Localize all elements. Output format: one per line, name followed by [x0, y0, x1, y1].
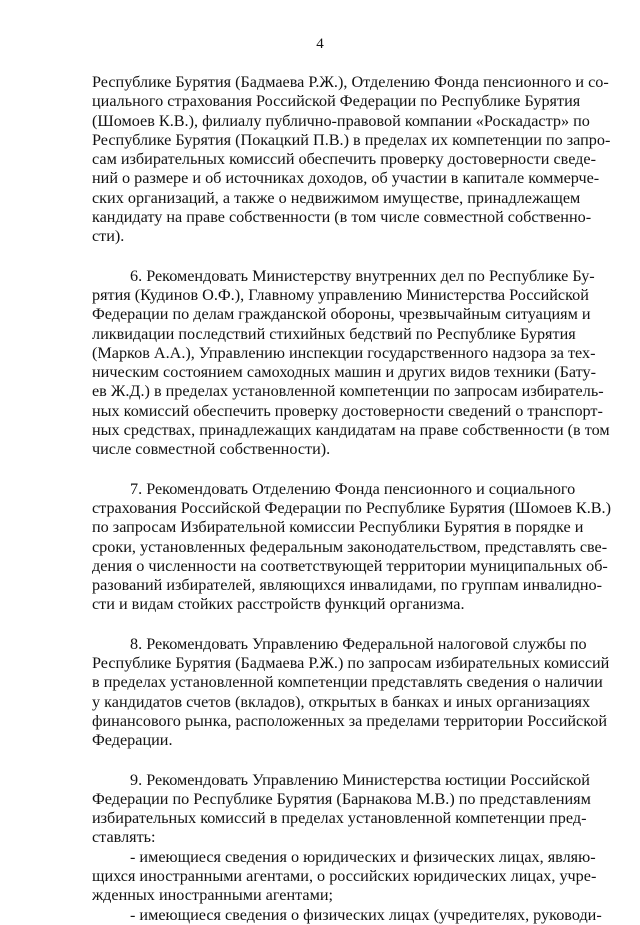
text-line: ликвидации последствий стихийных бедствий по Республике Бурятия [92, 324, 576, 343]
paragraph-8 [92, 634, 610, 751]
text-line: - имеющиеся сведения о физических лицах (учредителях, руководи- [130, 905, 602, 924]
text-line: щихся иностранными агентами, о российских юридических лицах, учре- [92, 866, 597, 885]
text-line: по запросам Избирательной комиссии Республики Бурятия в порядке и [92, 518, 584, 537]
paragraph-6 [92, 266, 610, 460]
text-line: у кандидатов счетов (вкладов), открытых в банках и иных организациях [92, 692, 591, 711]
text-line: избирательных комиссий в пределах установленной компетенции пред- [92, 809, 587, 828]
paragraph-9 [92, 770, 591, 848]
paragraph-7 [92, 479, 611, 615]
text-line: циального страхования Российской Федерации по Республике Бурятия [92, 92, 581, 111]
text-line: финансового рынка, расположенных за пределами территории Российской [92, 711, 608, 730]
text-line: жденных иностранными агентами; [92, 886, 333, 905]
text-line: 7. Рекомендовать Отделению Фонда пенсионного и социального [130, 479, 576, 498]
text-line: кандидату на праве собственности (в том числе совместной собственно- [92, 208, 592, 227]
text-line: сти и видам стойких расстройств функций организма. [92, 595, 465, 614]
text-line: в пределах установленной компетенции представлять сведения о наличии [92, 673, 603, 692]
text-line: рятия (Кудинов О.Ф.), Главному управлению Министерства Российской [92, 285, 589, 304]
text-line: (Шомоев К.В.), филиалу публично-правовой компании «Роскадастр» по [92, 111, 590, 130]
document-body [92, 73, 611, 925]
text-line: ных комиссий обеспечить проверку достоверности сведений о транспорт- [92, 401, 603, 420]
text-line: сам избирательных комиссий обеспечить проверку достоверности сведе- [92, 150, 596, 169]
text-line: дения о численности на соответствующей территории муниципальных об- [92, 556, 608, 575]
list-item [92, 905, 602, 925]
text-line: Республике Бурятия (Покацкий П.В.) в пределах их компетенции по запро- [92, 130, 611, 149]
text-line: 8. Рекомендовать Управлению Федеральной налоговой службы по [130, 634, 587, 653]
text-line: ническим состоянием самоходных машин и других видов техники (Бату- [92, 363, 597, 382]
text-line: страхования Российской Федерации по Республике Бурятия (Шомоев К.В.) [92, 498, 611, 517]
text-line: ев Ж.Д.) в пределах установленной компетенции по запросам избиратель- [92, 382, 604, 401]
text-line: Федерации по Республике Бурятия (Барнакова М.В.) по представлениям [92, 789, 591, 808]
text-line: ставлять: [92, 828, 156, 847]
text-line: 9. Рекомендовать Управлению Министерства юстиции Российской [130, 770, 590, 789]
text-line: 6. Рекомендовать Министерству внутренних дел по Республике Бу- [130, 266, 595, 285]
text-line: - имеющиеся сведения о юридических и физических лицах, являю- [130, 847, 596, 866]
text-line: ских организаций, а также о недвижимом имуществе, принадлежащем [92, 188, 581, 207]
paragraph-continuation [92, 73, 611, 247]
text-line: Республике Бурятия (Бадмаева Р.Ж.) по запросам избирательных комиссий [92, 654, 610, 673]
text-line: сроки, установленных федеральным законодательством, представлять све- [92, 537, 608, 556]
list-item [92, 847, 597, 906]
text-line: разований избирателей, являющихся инвалидами, по группам инвалидно- [92, 576, 603, 595]
text-line: (Марков А.А.), Управлению инспекции государственного надзора за тех- [92, 343, 596, 362]
text-line: Федерации. [92, 731, 173, 750]
text-line: числе совместной собственности). [92, 440, 331, 459]
text-line: ний о размере и об источниках доходов, об участии в капитале коммерче- [92, 169, 600, 188]
text-line: ных средствах, принадлежащих кандидатам на праве собственности (в том [92, 421, 610, 440]
text-line: Республике Бурятия (Бадмаева Р.Ж.), Отделению Фонда пенсионного и со- [92, 73, 609, 91]
text-line: сти). [92, 227, 125, 246]
page-number: 4 [316, 36, 324, 52]
text-line: Федерации по делам гражданской обороны, чрезвычайным ситуациям и [92, 305, 591, 324]
